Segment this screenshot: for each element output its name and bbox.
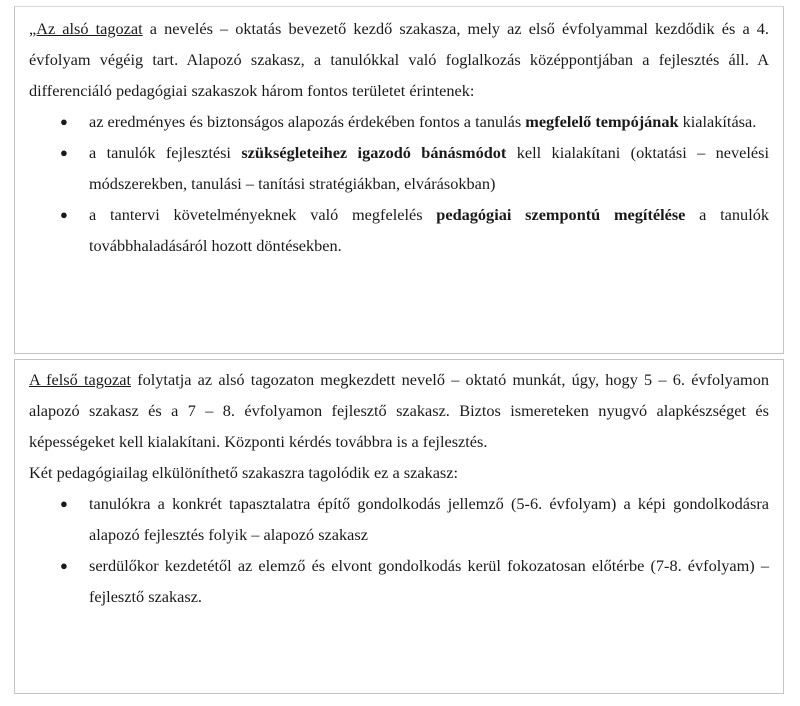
upper-grades-list: [29, 488, 769, 612]
list-item: ● az eredményes és biztonságos alapozás érdekében fontos a tanulás megfelelő tempójának kialakítása.: [29, 106, 769, 137]
bullet-icon: ●: [60, 114, 68, 129]
lower-grades-list: [29, 106, 769, 261]
bullet-icon: ●: [60, 145, 68, 160]
list-item: ● a tantervi követelményeknek való megfelelés pedagógiai szempontú megítélése a tanulók továbbhaladásáról hozott döntésekben.: [29, 199, 769, 261]
upper-grades-lead: Két pedagógiailag elkülöníthető szakaszra tagolódik ez a szakasz:: [29, 463, 459, 482]
bullet-icon: ●: [60, 558, 68, 573]
list-item: ● serdülőkor kezdetétől az elemző és elvont gondolkodás kerül fokozatosan előtérbe (7-8. évfolyam) – fejlesztő szakasz.: [29, 550, 769, 612]
upper-grades-title: A felső tagozat: [29, 370, 131, 389]
lower-grades-title: „Az alsó tagozat: [29, 19, 143, 38]
list-item: ● tanulókra a konkrét tapasztalatra építő gondolkodás jellemző (5-6. évfolyam) a képi gondolkodásra alapozó fejlesztés folyik – alapozó szakasz: [29, 488, 769, 550]
section-upper-grades: [14, 359, 784, 694]
lower-grades-intro: „Az alsó tagozat a nevelés – oktatás bevezető kezdő szakasza, mely az első évfolyammal kezdődik és a 4. évfolyam végéig tart. Alapozó szakasz, a tanulókkal való foglalkozás középpontjában a fejlesztés áll. A differenciáló pedagógiai szakaszok három fontos területet érintenek:: [29, 19, 769, 100]
upper-grades-intro: A felső tagozat folytatja az alsó tagozaton megkezdett nevelő – oktató munkát, úgy, hogy 5 – 6. évfolyamon alapozó szakasz és a 7 – 8. évfolyamon fejlesztő szakasz. Biztos ismereteken nyugvó alapkészséget és képességeket kell kialakítani. Központi kérdés továbbra is a fejlesztés.: [29, 370, 769, 451]
bullet-icon: ●: [60, 207, 68, 222]
bullet-icon: ●: [60, 496, 68, 511]
list-item: ● a tanulók fejlesztési szükségleteihez igazodó bánásmódot kell kialakítani (oktatási – nevelési módszerekben, tanulási – tanítási stratégiákban, elvárásokban): [29, 137, 769, 199]
section-lower-grades: [14, 6, 784, 354]
